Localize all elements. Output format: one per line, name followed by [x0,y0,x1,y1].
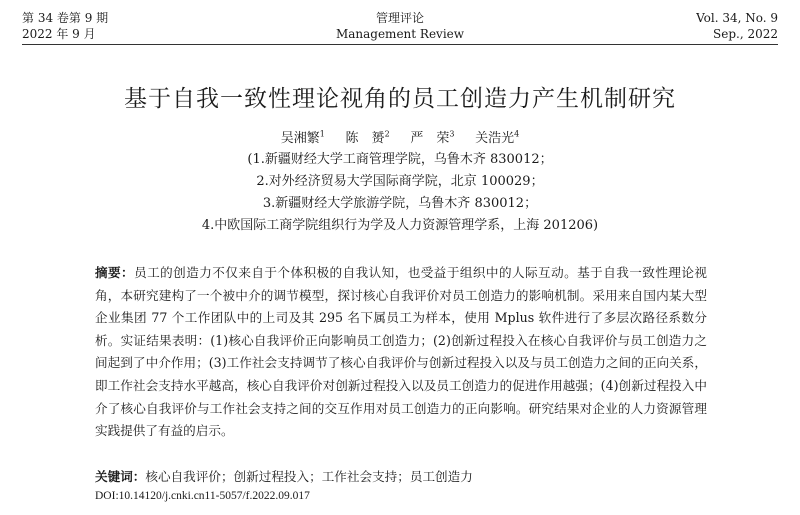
abstract [95,262,707,443]
keywords-label: 关键词： [95,469,146,484]
author-list [0,127,800,146]
affiliation: 4.中欧国际工商学院组织行为学及人力资源管理学系，上海 201206) [201,218,599,233]
author: 陈 赟$^2$ [345,129,390,146]
volume-issue-en [696,10,778,42]
volume-line: 第 34 卷第 9 期 [22,11,109,25]
author: 关浩光$^4$ [475,129,520,146]
journal-header [22,10,778,40]
doi: DOI:10.14120/j.cnki.cn11-5057/f.2022.09.017 [95,490,310,502]
date-line: 2022 年 9 月 [22,27,96,41]
journal-name [22,10,778,42]
affiliation: 3.新疆财经大学旅游学院，乌鲁木齐 830012； [262,196,538,211]
paper-title: 基于自我一致性理论视角的员工创造力产生机制研究 [124,86,676,112]
keywords-text: 核心自我评价；创新过程投入；工作社会支持；员工创造力 [145,469,473,484]
journal-name-en: Management Review [335,27,465,41]
abstract-text: 员工的创造力不仅来自于个体积极的自我认知，也受益于组织中的人际互动。基于自我一致性理论视角，本研究建构了一个被中介的调节模型，探讨核心自我评价对员工创造力的影响机制。采用来自国内某大型企业集团 77 个工作团队中的上司及其 295 名下属员工为样本，使用 Mplus 软件进行了多层次路径系数分析。实证结果表明：(1)核心自我评价正向影响员工创造力；(2)创新过程投入在核心自我评价与员工创造力之间起到了中介作用；(3)工作社会支持调节了核心自我评价与创新过程投入以及与员工创造力之间的正向关系，即工作社会支持水平越高，核心自我评价对创新过程投入以及员工创造力的促进作用越强；(4)创新过程投入中介了核心自我评价与工作社会支持之间的交互作用对员工创造力的正向影响。研究结果对企业的人力资源管理实践提供了有益的启示。 [95,265,708,439]
date-line-en: Sep., 2022 [713,27,778,41]
affiliations [0,149,800,237]
author: 严 荣$^3$ [410,129,455,146]
journal-name-cn: 管理评论 [375,11,424,25]
affiliation: 2.对外经济贸易大学国际商学院，北京 100029； [256,174,544,189]
affiliation: (1.新疆财经大学工商管理学院，乌鲁木齐 830012； [247,152,553,167]
keywords [95,466,473,485]
abstract-label: 摘要： [95,265,135,280]
author: 吴湘繁$^1$ [280,129,325,146]
header-rule [22,44,778,45]
volume-line-en: Vol. 34, No. 9 [696,11,778,25]
